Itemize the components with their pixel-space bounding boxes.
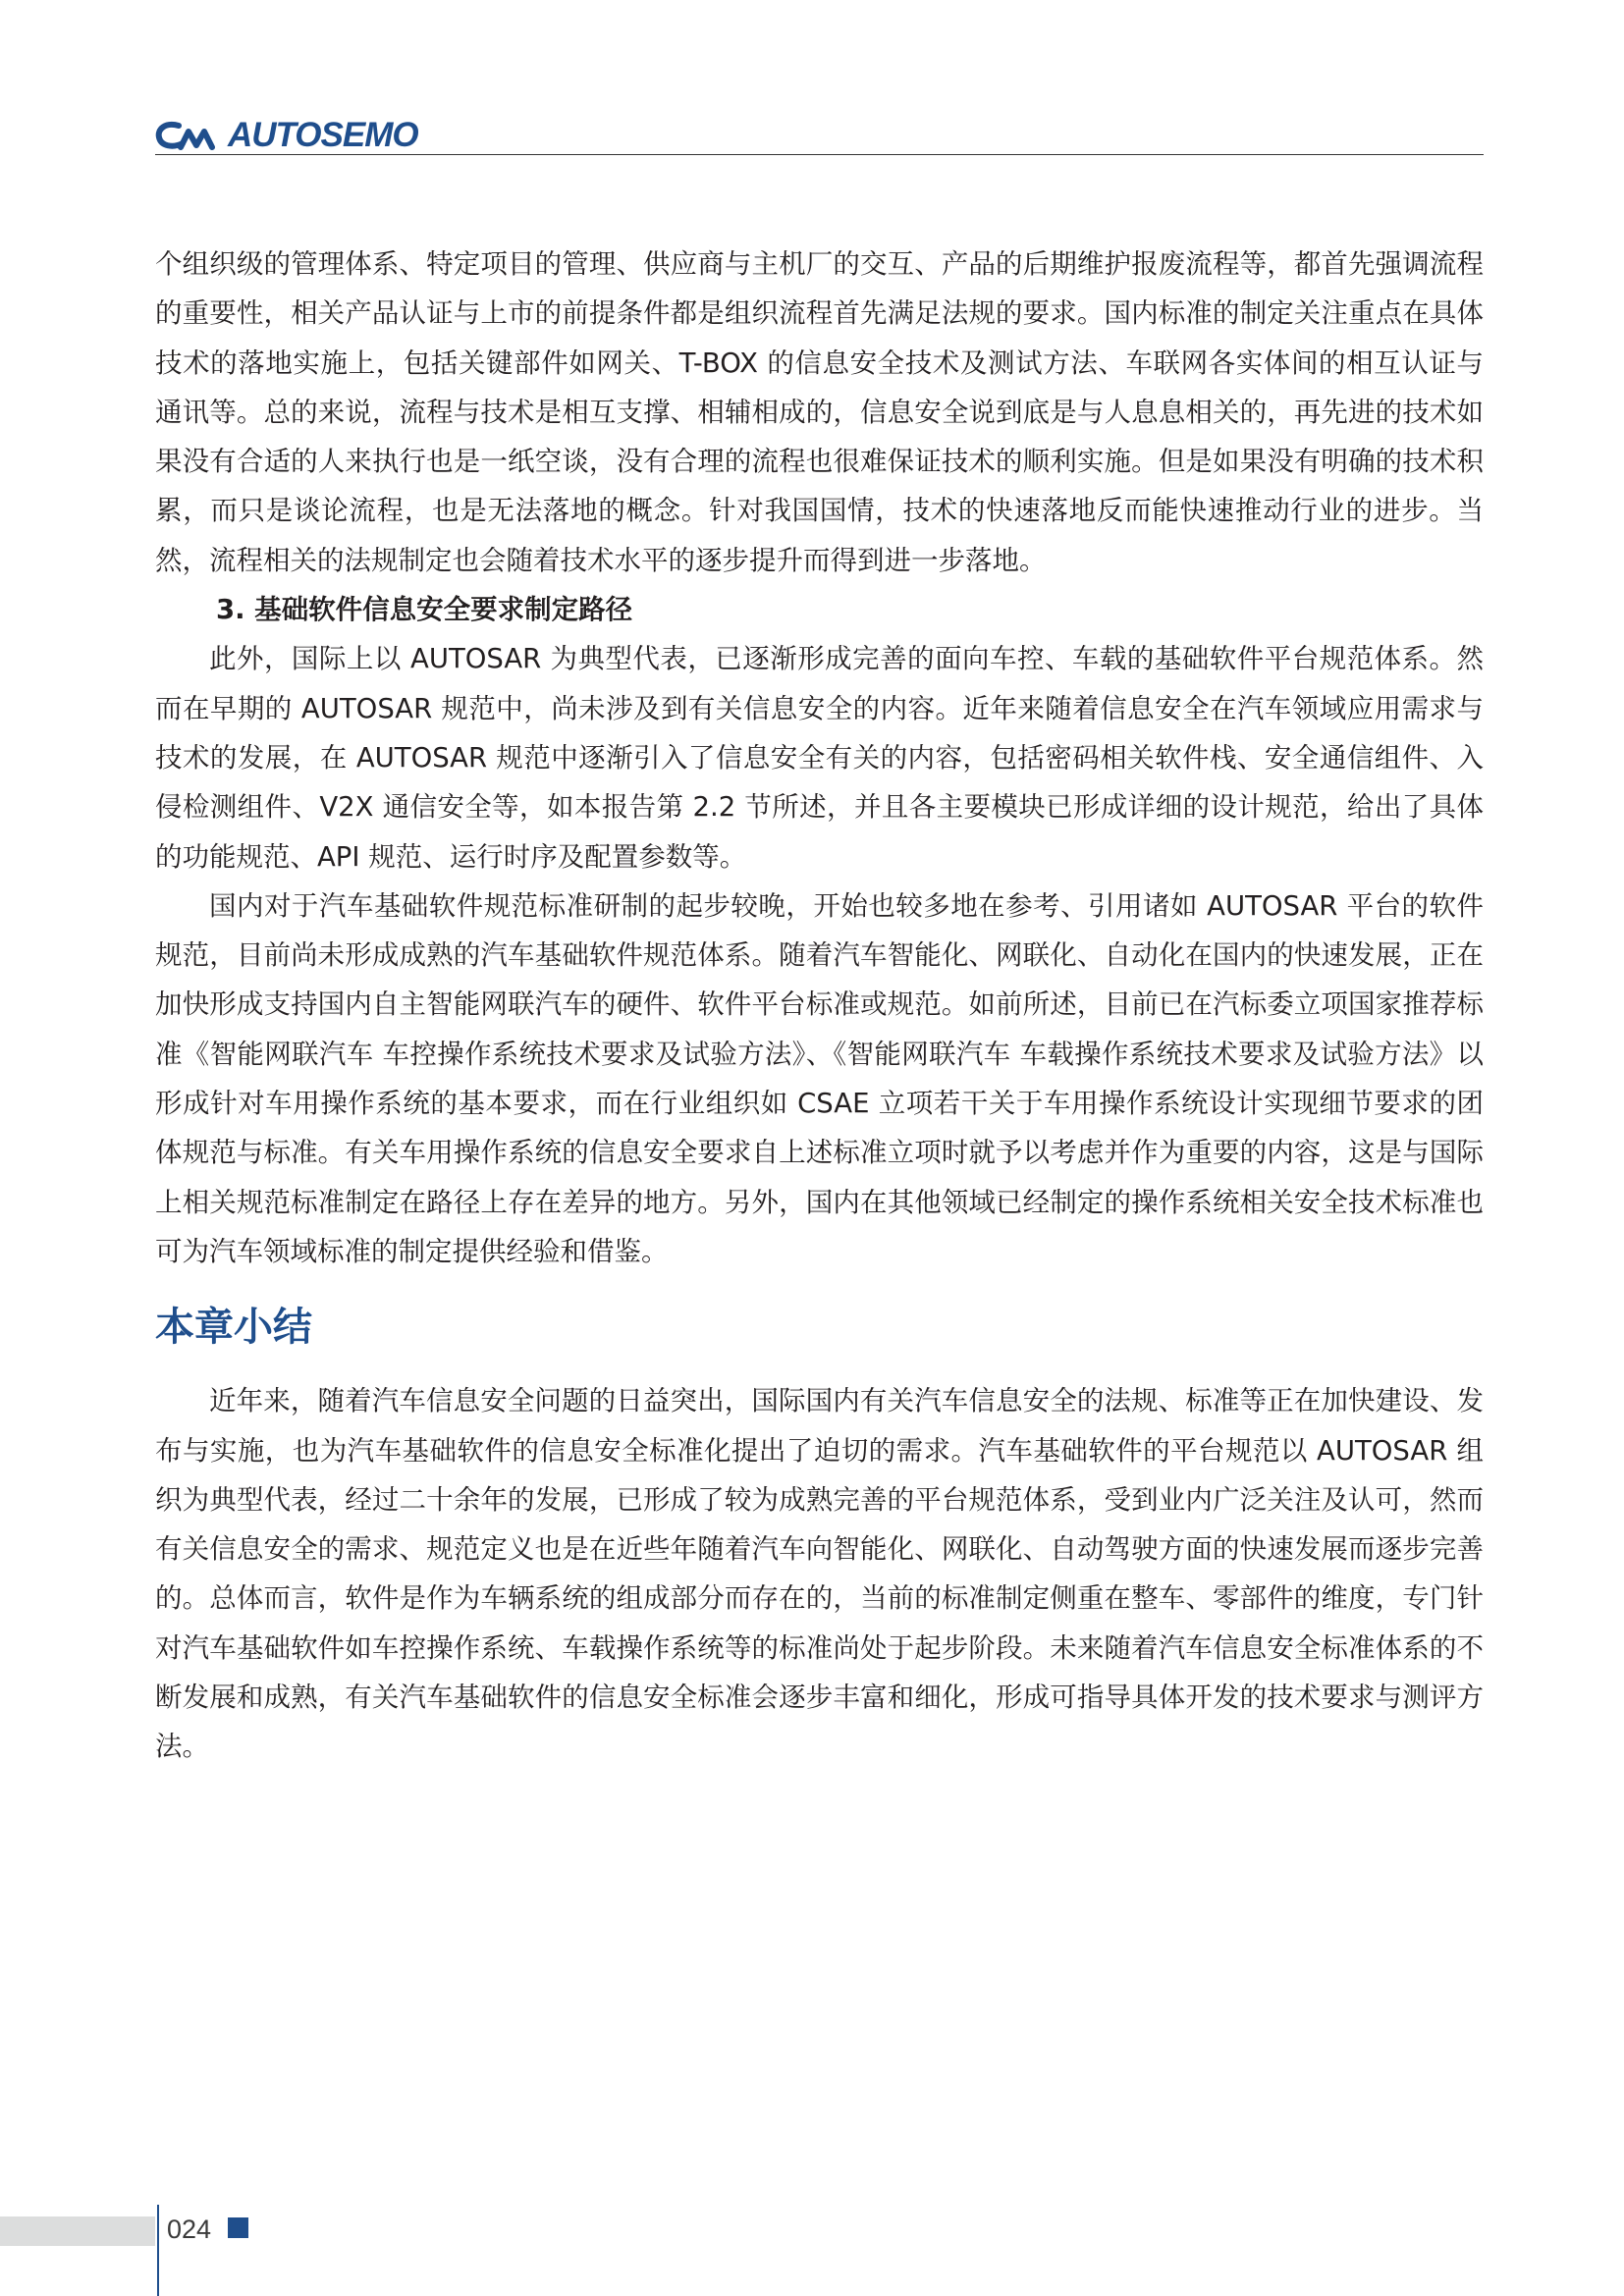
page-number: 024 xyxy=(167,2215,212,2244)
header-logo xyxy=(155,116,418,155)
chapter-summary-title: 本章小结 xyxy=(155,1305,312,1351)
logo-wordmark: AUTOSEMO xyxy=(228,116,418,154)
cm-logo-icon xyxy=(155,120,220,151)
paragraph-summary: 近年来，随着汽车信息安全问题的日益突出，国际国内有关汽车信息安全的法规、标准等正在加快建设、发布与实施，也为汽车基础软件的信息安全标准化提出了迫切的需求。汽车基础软件的平台规范以 AUTOSAR 组织为典型代表，经过二十余年的发展，已形成了较为成熟完善的平台规范体系，受到业内广泛关注及认可，然而有关信息安全的需求、规范定义也是在近些年随着汽车向智能化、网联化、自动驾驶方面的快速发展而逐步完善的。总体而言，软件是作为车辆系统的组成部分而存在的，当前的标准制定侧重在整车、零部件的维度，专门针对汽车基础软件如车控操作系统、车载操作系统等的标准尚处于起步阶段。未来随着汽车信息安全标准体系的不断发展和成熟，有关汽车基础软件的信息安全标准会逐步丰富和细化，形成可指导具体开发的技术要求与测评方法。 xyxy=(155,1385,1484,1763)
header-divider xyxy=(155,154,1484,155)
paragraph-autosar: 此外，国际上以 AUTOSAR 为典型代表，已逐渐形成完善的面向车控、车载的基础软件平台规范体系。然而在早期的 AUTOSAR 规范中，尚未涉及到有关信息安全的内容。近年来随着信息安全在汽车领域应用需求与技术的发展，在 AUTOSAR 规范中逐渐引入了信息安全有关的内容，包括密码相关软件栈、安全通信组件、入侵检测组件、V2X 通信安全等，如本报告第 2.2 节所述，并且各主要模块已形成详细的设计规范，给出了具体的功能规范、API 规范、运行时序及配置参数等。 xyxy=(155,643,1484,873)
paragraph-domestic: 国内对于汽车基础软件规范标准研制的起步较晚，开始也较多地在参考、引用诸如 AUTOSAR 平台的软件规范，目前尚未形成成熟的汽车基础软件规范体系。随着汽车智能化、网联化、自动化在国内的快速发展，正在加快形成支持国内自主智能网联汽车的硬件、软件平台标准或规范。如前所述，目前已在汽标委立项国家推荐标准《智能网联汽车 车控操作系统技术要求及试验方法》、《智能网联汽车 车载操作系统技术要求及试验方法》以形成针对车用操作系统的基本要求，而在行业组织如 CSAE 立项若干关于车用操作系统设计实现细节要求的团体规范与标准。有关车用操作系统的信息安全要求自上述标准立项时就予以考虑并作为重要的内容，这是与国际上相关规范标准制定在路径上存在差异的地方。另外，国内在其他领域已经制定的操作系统相关安全技术标准也可为汽车领域标准的制定提供经验和借鉴。 xyxy=(155,889,1484,1267)
section-subheading: 3. 基础软件信息安全要求制定路径 xyxy=(216,594,633,626)
footer-gray-bar xyxy=(0,2216,155,2246)
main-content xyxy=(155,240,1484,1772)
page-marker-square xyxy=(228,2217,248,2238)
footer-divider-line xyxy=(157,2205,159,2296)
paragraph-continued: 个组织级的管理体系、特定项目的管理、供应商与主机厂的交互、产品的后期维护报废流程等，都首先强调流程的重要性，相关产品认证与上市的前提条件都是组织流程首先满足法规的要求。国内标准的制定关注重点在具体技术的落地实施上，包括关键部件如网关、T-BOX 的信息安全技术及测试方法、车联网各实体间的相互认证与通讯等。总的来说，流程与技术是相互支撑、相辅相成的，信息安全说到底是与人息息相关的，再先进的技术如果没有合适的人来执行也是一纸空谈，没有合理的流程也很难保证技术的顺利实施。但是如果没有明确的技术积累，而只是谈论流程，也是无法落地的概念。针对我国国情，技术的快速落地反而能快速推动行业的进步。当然，流程相关的法规制定也会随着技术水平的逐步提升而得到进一步落地。 xyxy=(155,248,1484,576)
